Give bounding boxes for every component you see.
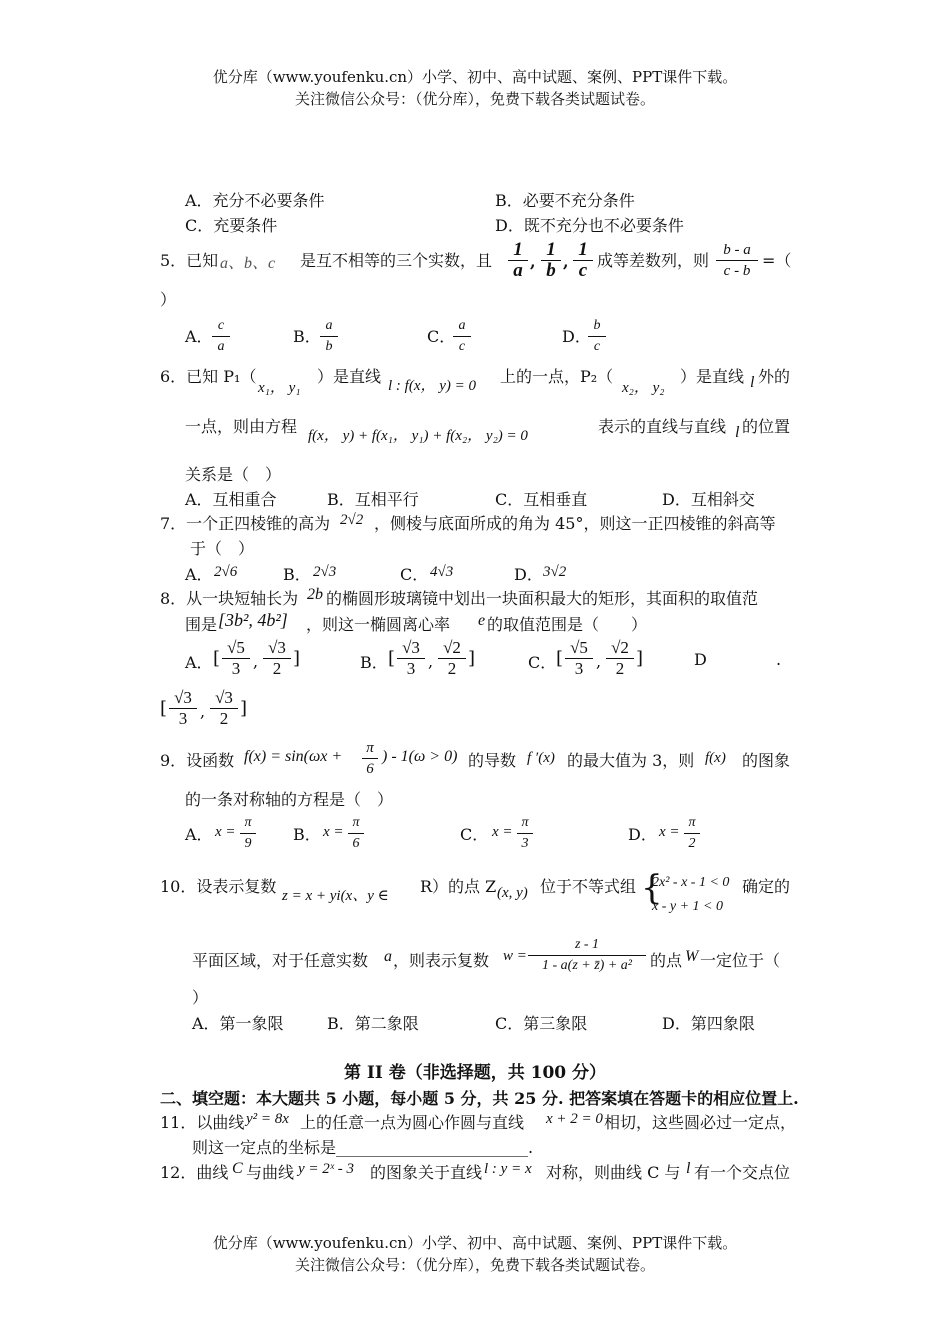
header-line-2: 关注微信公众号：（优分库），免费下载各类试题试卷。 (294, 90, 655, 108)
q10-brace: { (641, 868, 663, 908)
q4-option-c: C．充要条件 (185, 216, 278, 235)
q8-line2-a: 围是 (185, 615, 218, 634)
q6-line-l: l : f(x， y) = 0 (388, 378, 477, 394)
q6-line1-a: 6．已知 P₁（ (160, 367, 257, 386)
q10-z-def: z = x + yi(x、y ∈ (282, 888, 389, 904)
q6-line1-e: 上的一点，P₂（ (500, 367, 614, 386)
q8-line1-a: 8．从一块短轴长为 (160, 589, 299, 608)
q6-line3: 关系是（ ） (185, 465, 282, 484)
q11-line1-a: 11．以曲线 (160, 1113, 245, 1132)
q11-line2: 则这一定点的坐标是________________________. (192, 1138, 534, 1157)
q8-option-c-frac-2: √2 2 (606, 638, 634, 679)
q6-line2-e: 的位置 (742, 417, 791, 436)
q6-p2-coords: x₂， y₂ (622, 380, 665, 396)
q10-system-1: 2x² - x - 1 < 0 (652, 875, 730, 890)
q9-option-c-pre: x = (492, 824, 513, 840)
q8-option-a-close: ] (293, 648, 301, 669)
q5-option-b-frac: a b (320, 316, 338, 357)
q5-recip-a: 1 a (508, 240, 528, 281)
q7-option-d-label: D． (514, 565, 543, 584)
q6-option-b: B．互相平行 (327, 490, 419, 509)
q8-option-b-open: [ (388, 648, 396, 669)
q12-line1-i: 有一个交点位 (694, 1163, 791, 1182)
part2-section-header: 二、填空题：本大题共 5 小题，每小题 5 分，共 25 分. 把答案填在答题卡的相应位置上. (160, 1089, 799, 1108)
q12-curve: y = 2ˣ - 3 (298, 1161, 355, 1177)
q11-curve: y² = 8x (246, 1111, 289, 1127)
q10-system-2: x - y + 1 < 0 (652, 899, 723, 914)
q9-option-b-frac: π 6 (348, 813, 364, 854)
q6-line1-g: ）是直线 (680, 367, 745, 386)
q6-equation: f(x， y) + f(x₁， y₁) + f(x₂， y₂) = 0 (308, 428, 528, 444)
q7-option-b-value: 2√3 (313, 564, 337, 580)
q10-line1-c: R）的点 Z (420, 877, 497, 896)
q5-recip-b: 1 b (541, 240, 561, 281)
q10-W: W (685, 948, 699, 965)
q10-w-frac: z - 1 1 - a(z + z̄) + a² (528, 935, 646, 976)
q10-a: a (384, 948, 392, 965)
q12-C: C (232, 1160, 243, 1177)
q5-text-4: ） (160, 290, 177, 309)
q7-option-d-value: 3√2 (543, 564, 567, 580)
q8-option-c-frac-1: √5 3 (565, 638, 593, 679)
q8-option-a-comma: , (253, 652, 259, 671)
q10-option-a: A．第一象限 (192, 1014, 284, 1033)
q5-number: 5．已知 (160, 251, 219, 270)
q5-option-c-frac: a c (453, 316, 471, 357)
q9-option-a-label: A． (185, 825, 213, 844)
q8-option-b-frac-1: √3 3 (397, 638, 425, 679)
q4-option-d: D．既不充分也不必要条件 (495, 216, 684, 235)
q4-option-b: B．必要不充分条件 (495, 191, 635, 210)
q12-line1-c: 与曲线 (246, 1163, 295, 1182)
q9-line2: 的一条对称轴的方程是（ ） (185, 790, 394, 809)
q7-option-a-label: A． (185, 565, 213, 584)
q11-line1-e: 相切，这些圆必过一定点， (604, 1113, 797, 1132)
q6-option-a: A．互相重合 (185, 490, 277, 509)
q10-option-b: B．第二象限 (327, 1014, 419, 1033)
q10-line3: ） (192, 988, 209, 1007)
q8-option-a-open: [ (213, 648, 221, 669)
q5-text-2: 成等差数列，则 (597, 251, 710, 270)
q5-comma-1: , (530, 252, 536, 271)
q9-derivative: f ′(x) (527, 750, 555, 766)
q8-minor-axis: 2b (307, 586, 323, 603)
q5-option-b-label: B． (293, 327, 321, 346)
q11-line: x + 2 = 0 (546, 1111, 603, 1127)
q9-line1-a: 9．设函数 (160, 751, 235, 770)
q12-line1-a: 12．曲线 (160, 1163, 229, 1182)
q5-vars: a、b、c (220, 255, 276, 272)
q8-eccentricity: e (478, 612, 486, 629)
q9-fx: f(x) (705, 750, 726, 766)
q12-line1-e: 的图象关于直线 (370, 1163, 483, 1182)
q4-option-a: A．充分不必要条件 (185, 191, 325, 210)
q9-option-a-frac: π 9 (240, 813, 256, 854)
footer-line-2: 关注微信公众号：（优分库），免费下载各类试题试卷。 (294, 1256, 655, 1274)
q9-line1-h: 的图象 (742, 751, 791, 770)
q6-line1-c: ）是直线 (317, 367, 382, 386)
q7-option-c-label: C． (400, 565, 429, 584)
part2-title: 第 II 卷（非选择题，共 100 分） (343, 1063, 607, 1083)
q6-line2-a: 一点，则由方程 (185, 417, 298, 436)
q10-line1-f: 确定的 (742, 877, 791, 896)
q9-func-frac: π 6 (362, 738, 378, 779)
q9-option-a-pre: x = (215, 824, 236, 840)
q6-line1-l: l (750, 374, 755, 391)
q11-line1-c: 上的任意一点为圆心作圆与直线 (300, 1113, 525, 1132)
q8-option-d-frac-2: √3 2 (210, 688, 238, 729)
q10-line2-e: 的点 (650, 951, 683, 970)
q9-option-c-frac: π 3 (517, 813, 533, 854)
q8-area-range: [3b², 4b²] (218, 610, 288, 630)
q10-point: (x, y) (497, 885, 528, 901)
q9-option-b-pre: x = (323, 824, 344, 840)
q6-line1-i: 外的 (758, 367, 791, 386)
q8-option-b-comma: , (428, 652, 434, 671)
q12-l: l (686, 1160, 691, 1177)
q5-option-d-frac: b c (588, 316, 606, 357)
q9-line1-d: 的导数 (468, 751, 517, 770)
q9-option-d-frac: π 2 (684, 813, 700, 854)
q9-option-d-label: D． (628, 825, 657, 844)
q10-line2-a: 平面区域，对于任意实数 (192, 951, 369, 970)
q10-option-d: D．第四象限 (662, 1014, 755, 1033)
q8-option-c-label: C． (528, 653, 557, 672)
q8-option-a-label: A． (185, 653, 213, 672)
q7-option-b-label: B． (283, 565, 311, 584)
q8-option-c-open: [ (556, 648, 564, 669)
q5-recip-c: 1 c (573, 240, 593, 281)
q6-option-d: D．互相斜交 (662, 490, 755, 509)
q10-line1-a: 10．设表示复数 (160, 877, 277, 896)
q9-func-b: ) - 1(ω > 0) (382, 748, 458, 765)
q6-line2-l: l (735, 424, 740, 441)
q10-line2-c: ，则表示复数 (393, 951, 490, 970)
q7-line1-a: 7．一个正四棱锥的高为 (160, 514, 331, 533)
q12-line1-g: 对称，则曲线 C 与 (546, 1163, 681, 1182)
q8-option-c-comma: , (596, 652, 602, 671)
q5-option-a-label: A． (185, 327, 213, 346)
q12-line-l: l : y = x (484, 1161, 532, 1177)
footer-line-1: 优分库（www.youfenku.cn）小学、初中、高中试题、案例、PPT课件下载。 (212, 1234, 738, 1252)
q8-option-b-frac-2: √2 2 (438, 638, 466, 679)
q8-option-d-close: ] (240, 698, 248, 719)
q9-line1-f: 的最大值为 3，则 (567, 751, 695, 770)
q8-option-a-frac-1: √5 3 (222, 638, 250, 679)
q7-height: 2√2 (340, 512, 364, 528)
q8-option-d-frac-1: √3 3 (169, 688, 197, 729)
q8-option-b-label: B． (360, 653, 388, 672)
q5-option-d-label: D． (562, 327, 591, 346)
q10-line2-g: 一定位于（ (700, 951, 781, 970)
q7-line1-c: ，侧棱与底面所成的角为 45°，则这一正四棱锥的斜高等 (374, 514, 776, 533)
q9-option-b-label: B． (293, 825, 321, 844)
q8-option-d-comma: , (200, 702, 206, 721)
q9-option-c-label: C． (460, 825, 489, 844)
q7-line2: 于（ ） (190, 539, 255, 558)
q8-option-a-frac-2: √3 2 (263, 638, 291, 679)
q7-option-c-value: 4√3 (430, 564, 454, 580)
q8-option-c-close: ] (636, 648, 644, 669)
q8-option-d-open: [ (160, 698, 168, 719)
q10-line1-e: 位于不等式组 (540, 877, 637, 896)
q8-option-d-label: D (694, 650, 707, 669)
q6-p1-coords: x₁， y₁ (258, 380, 301, 396)
q9-func-a: f(x) = sin(ωx + (244, 748, 343, 765)
q8-option-b-close: ] (468, 648, 476, 669)
q5-text-3: =（ (762, 251, 792, 270)
q7-option-a-value: 2√6 (214, 564, 238, 580)
q5-option-c-label: C． (427, 327, 456, 346)
q10-w: w = (503, 948, 527, 964)
q8-line2-c: ，则这一椭圆离心率 (306, 615, 451, 634)
q8-line1-c: 的椭圆形玻璃镜中划出一块面积最大的矩形，其面积的取值范 (326, 589, 759, 608)
q5-comma-2: , (563, 252, 569, 271)
q5-text-1: 是互不相等的三个实数，且 (300, 251, 493, 270)
q6-option-c: C．互相垂直 (495, 490, 588, 509)
q8-line2-e: 的取值范围是（ ） (487, 615, 648, 634)
q6-line2-c: 表示的直线与直线 (598, 417, 727, 436)
q5-expression: b - a c - b (716, 240, 758, 281)
q8-option-d-dot: . (776, 650, 782, 669)
q10-option-c: C．第三象限 (495, 1014, 588, 1033)
q5-option-a-frac: c a (212, 316, 230, 357)
header-line-1: 优分库（www.youfenku.cn）小学、初中、高中试题、案例、PPT课件下载。 (212, 68, 738, 86)
q9-option-d-pre: x = (659, 824, 680, 840)
